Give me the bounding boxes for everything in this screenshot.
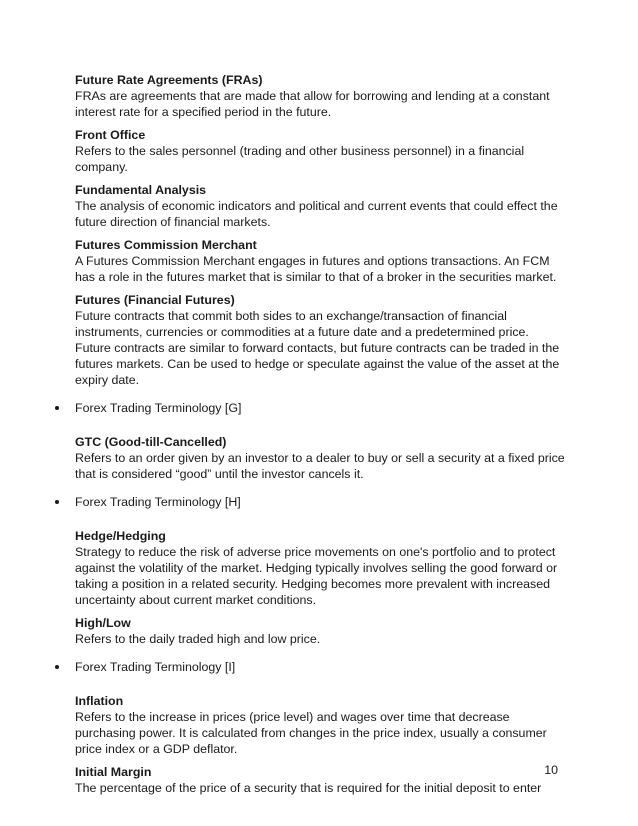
section-heading-g [75, 400, 565, 416]
glossary-definition: A Futures Commission Merchant engages in futures and options transactions. An FCM has a role in the futures market that is similar to that of a broker in the securities market. [75, 254, 557, 284]
glossary-entry [75, 72, 565, 120]
glossary-definition: Refers to the daily traded high and low price. [75, 632, 321, 646]
glossary-definition: Refers to the sales personnel (trading and other business personnel) in a financial company. [75, 144, 525, 174]
glossary-term: Fundamental Analysis [75, 183, 207, 197]
glossary-term: Inflation [75, 694, 124, 708]
glossary-term: GTC (Good-till-Cancelled) [75, 435, 227, 449]
glossary-content [75, 72, 565, 803]
glossary-definition: Future contracts that commit both sides to an exchange/transaction of financial instruments, currencies or commodities at a future date and a predetermined price. Future contracts are similar to forward contacts, but future contracts can be traded in the futures markets. Can be used to hedge or speculate against the value of the asset at the expiry date. [75, 309, 560, 387]
page-number: 10 [544, 763, 558, 777]
section-heading-label: Forex Trading Terminology [H] [75, 495, 241, 509]
glossary-entry [75, 615, 565, 647]
glossary-term: Futures (Financial Futures) [75, 293, 235, 307]
glossary-entry [75, 434, 565, 482]
glossary-definition: FRAs are agreements that are made that allow for borrowing and lending at a constant interest rate for a specified period in the future. [75, 89, 550, 119]
glossary-entry [75, 127, 565, 175]
section-heading-label: Forex Trading Terminology [I] [75, 660, 236, 674]
bullet-icon [55, 665, 59, 669]
bullet-icon [55, 500, 59, 504]
glossary-definition: Strategy to reduce the risk of adverse price movements on one's portfolio and to protect against the volatility of the market. Hedging typically involves selling the good forward or taking a position in a related security. Hedging becomes more prevalent with increased uncertainty about current market conditions. [75, 545, 558, 607]
glossary-entry [75, 528, 565, 608]
glossary-term: Futures Commission Merchant [75, 238, 257, 252]
section-heading-i [75, 659, 565, 675]
glossary-entry [75, 182, 565, 230]
glossary-definition: The analysis of economic indicators and political and current events that could effect the future direction of financial markets. [75, 199, 558, 229]
glossary-term: High/Low [75, 616, 131, 630]
glossary-term: Front Office [75, 128, 146, 142]
glossary-definition: The percentage of the price of a security that is required for the initial deposit to enter [75, 781, 542, 795]
section-heading-h [75, 494, 565, 510]
glossary-term: Initial Margin [75, 765, 152, 779]
glossary-entry [75, 292, 565, 388]
glossary-term: Future Rate Agreements (FRAs) [75, 73, 263, 87]
glossary-term: Hedge/Hedging [75, 529, 166, 543]
glossary-entry [75, 237, 565, 285]
section-heading-label: Forex Trading Terminology [G] [75, 401, 242, 415]
glossary-definition: Refers to the increase in prices (price level) and wages over time that decrease purchasing power. It is calculated from changes in the price index, usually a consumer price index or a GDP deflator. [75, 710, 547, 756]
glossary-definition: Refers to an order given by an investor to a dealer to buy or sell a security at a fixed price that is considered “good” until the investor cancels it. [75, 451, 565, 481]
glossary-entry [75, 764, 565, 796]
bullet-icon [55, 406, 59, 410]
glossary-entry [75, 693, 565, 757]
